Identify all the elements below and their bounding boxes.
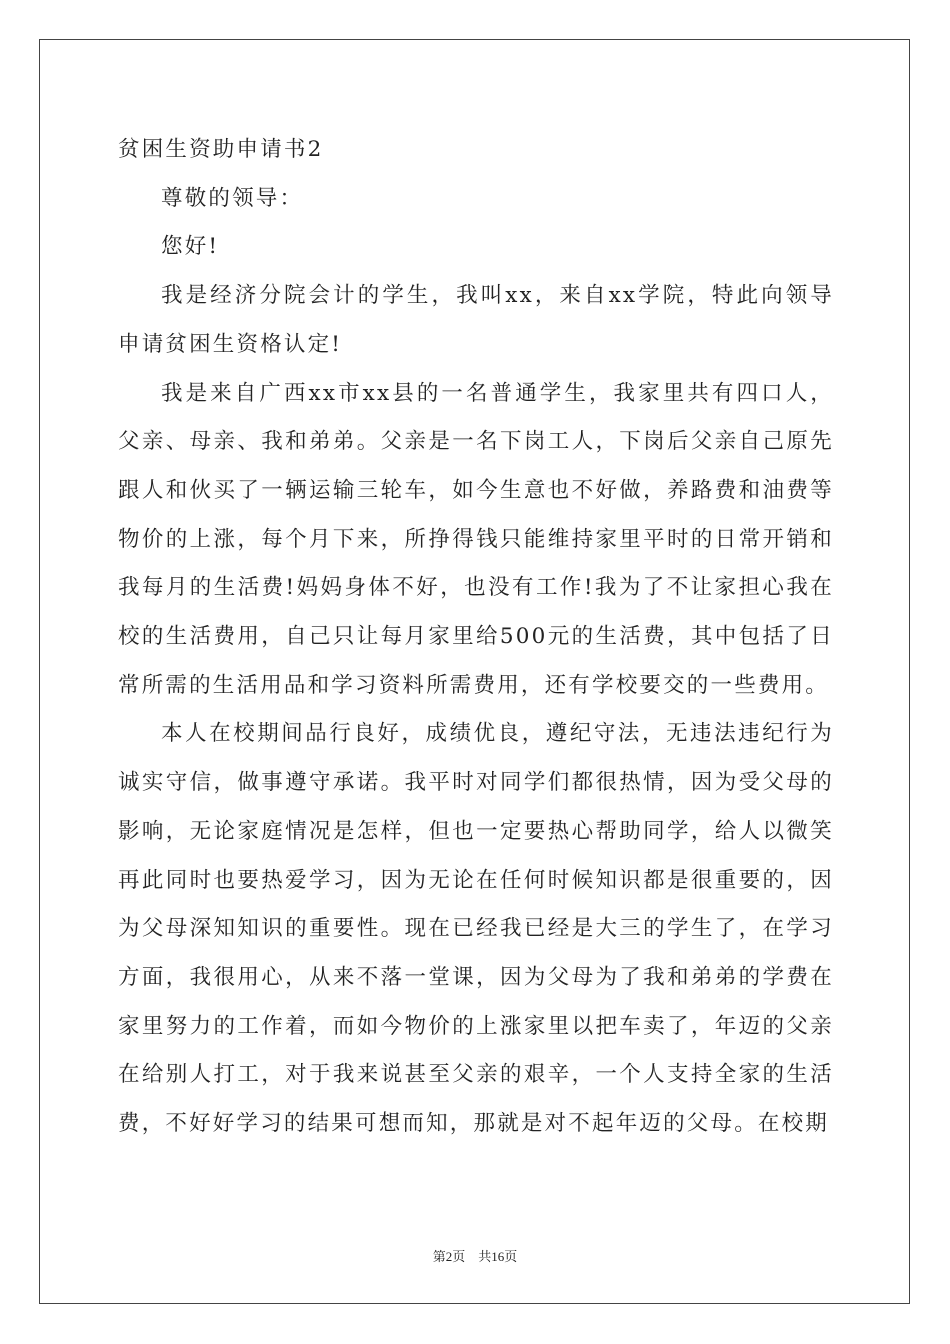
greeting: 您好! xyxy=(161,234,220,260)
paragraph-conduct: 本人在校期间品行良好，成绩优良，遵纪守法，无违法违纪行为诚实守信，做事遵守承诺。我平时对同学们都很热情，因为受父母的影响，无论家庭情况是怎样，但也一定要热心帮助同学，给人以微笑再此同时也要热爱学习，因为无论在任何时候知识都是很重要的，因为父母深知知识的重要性。现在已经我已经是大三的学生了，在学习方面，我很用心，从来不落一堂课，因为父母为了我和弟弟的学费在家里努力的工作着，而如今物价的上涨家里以把车卖了，年迈的父亲在给别人打工，对于我来说甚至父亲的艰辛，一个人支持全家的生活费，不好好学习的结果可想而知，那就是对不起年迈的父母。在校期 xyxy=(118,721,834,1137)
salutation: 尊敬的领导： xyxy=(161,185,304,211)
page-total: 共16页 xyxy=(478,1249,518,1264)
paragraph-family: 我是来自广西xx市xx县的一名普通学生，我家里共有四口人，父亲、母亲、我和弟弟。父亲是一名下岗工人，下岗后父亲自己原先跟人和伙买了一辆运输三轮车，如今生意也不好做，养路费和油费等物价的上涨，每个月下来，所挣得钱只能维持家里平时的日常开销和我每月的生活费!妈妈身体不好，也没有工作!我为了不让家担心我在校的生活费用，自己只让每月家里给500元的生活费，其中包括了日常所需的生活用品和学习资料所需费用，还有学校要交的一些费用。 xyxy=(118,380,834,698)
page-number: 第2页 xyxy=(432,1249,466,1264)
document-body xyxy=(118,126,834,1149)
page-footer xyxy=(0,1246,950,1265)
document-title: 贫困生资助申请书2 xyxy=(118,137,324,162)
paragraph-intro: 我是经济分院会计的学生，我叫xx，来自xx学院，特此向领导申请贫困生资格认定! xyxy=(118,283,834,357)
